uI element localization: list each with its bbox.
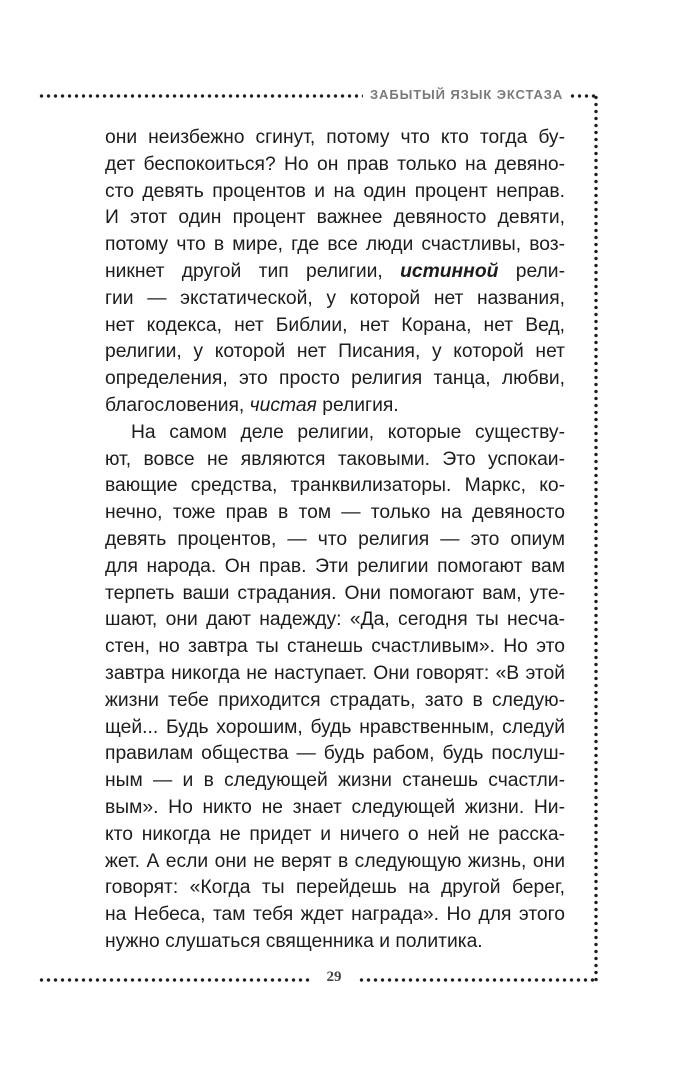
text-line: религии, у которой нет Писания, у которой нет	[105, 341, 565, 363]
text-line: ным — и в следующей жизни станешь счастли-	[105, 770, 565, 792]
text-run: религия.	[316, 394, 399, 416]
text-line: гии — экстатической, у которой нет названия,	[105, 287, 565, 309]
text-line: потому что в мире, где все люди счастливы, воз-	[105, 234, 565, 256]
text-line	[105, 393, 565, 420]
text-line: щей... Будь хорошим, будь нравственным, следуй	[105, 716, 565, 738]
text-line: И этот один процент важнее девяносто девяти,	[105, 207, 565, 229]
text-line: жет. А если они не верят в следующую жизнь, они	[105, 850, 565, 872]
text-line: для народа. Он прав. Эти религии помогают вам	[105, 555, 565, 577]
text-line: девять процентов, — что религия — это опиум	[105, 528, 565, 550]
text-line: правилам общества — будь рабом, будь послуш-	[105, 743, 565, 765]
text-run: никнет другой тип религии,	[105, 260, 401, 282]
running-header-title: ЗАБЫТЫЙ ЯЗЫК ЭКСТАЗА	[370, 87, 564, 102]
text-run: рели-	[498, 260, 565, 282]
paragraph	[105, 125, 565, 420]
text-line: вым». Но никто не знает следующей жизни. Ни-	[105, 796, 565, 818]
text-line: определения, это просто религия танца, любви,	[105, 368, 565, 390]
footer-dotted-rule-right	[358, 978, 598, 982]
text-line: сто девять процентов и на один процент неправ.	[105, 180, 565, 202]
text-line: говорят: «Когда ты перейдешь на другой берег,	[105, 877, 565, 899]
header-dotted-rule-right	[569, 94, 597, 98]
text-line: дет беспокоиться? Но он прав только на девяно-	[105, 153, 565, 175]
text-line: на Небеса, там тебя ждет награда». Но для этого	[105, 904, 565, 926]
text-line: шают, они дают надежду: «Да, сегодня ты несча-	[105, 609, 565, 631]
text-line: ют, вовсе не являются таковыми. Это успокаи-	[105, 448, 565, 470]
text-line: терпеть ваши страдания. Они помогают вам, уте-	[105, 582, 565, 604]
page-number: 29	[326, 969, 342, 985]
text-line	[105, 259, 565, 286]
page-body-text	[105, 125, 565, 956]
text-line: нужно слушаться священника и политика.	[105, 930, 483, 952]
text-run: благословения,	[105, 394, 250, 416]
emphasized-word: истинной	[400, 260, 499, 282]
text-line: завтра никогда не наступает. Они говорят: «В этой	[105, 662, 565, 684]
right-dotted-border	[594, 94, 598, 984]
text-line: вающие средства, транквилизаторы. Маркс, ко-	[105, 475, 565, 497]
text-line: жизни тебе приходится страдать, зато в следую-	[105, 689, 565, 711]
text-line: На самом деле религии, которые существу-	[131, 421, 565, 443]
text-line: стен, но завтра ты станешь счастливым». Но это	[105, 636, 565, 658]
text-line: нет кодекса, нет Библии, нет Корана, нет Вед,	[105, 314, 565, 336]
text-line: они неизбежно сгинут, потому что кто тогда бу-	[105, 127, 565, 148]
emphasized-word: чистая	[249, 394, 317, 416]
paragraph	[105, 420, 565, 956]
header-dotted-rule	[38, 94, 363, 98]
text-line: нечно, тоже прав в том — только на девяносто	[105, 502, 565, 524]
footer-dotted-rule-left	[38, 978, 310, 982]
text-line: кто никогда не придет и ничего о ней не расска-	[105, 823, 565, 845]
